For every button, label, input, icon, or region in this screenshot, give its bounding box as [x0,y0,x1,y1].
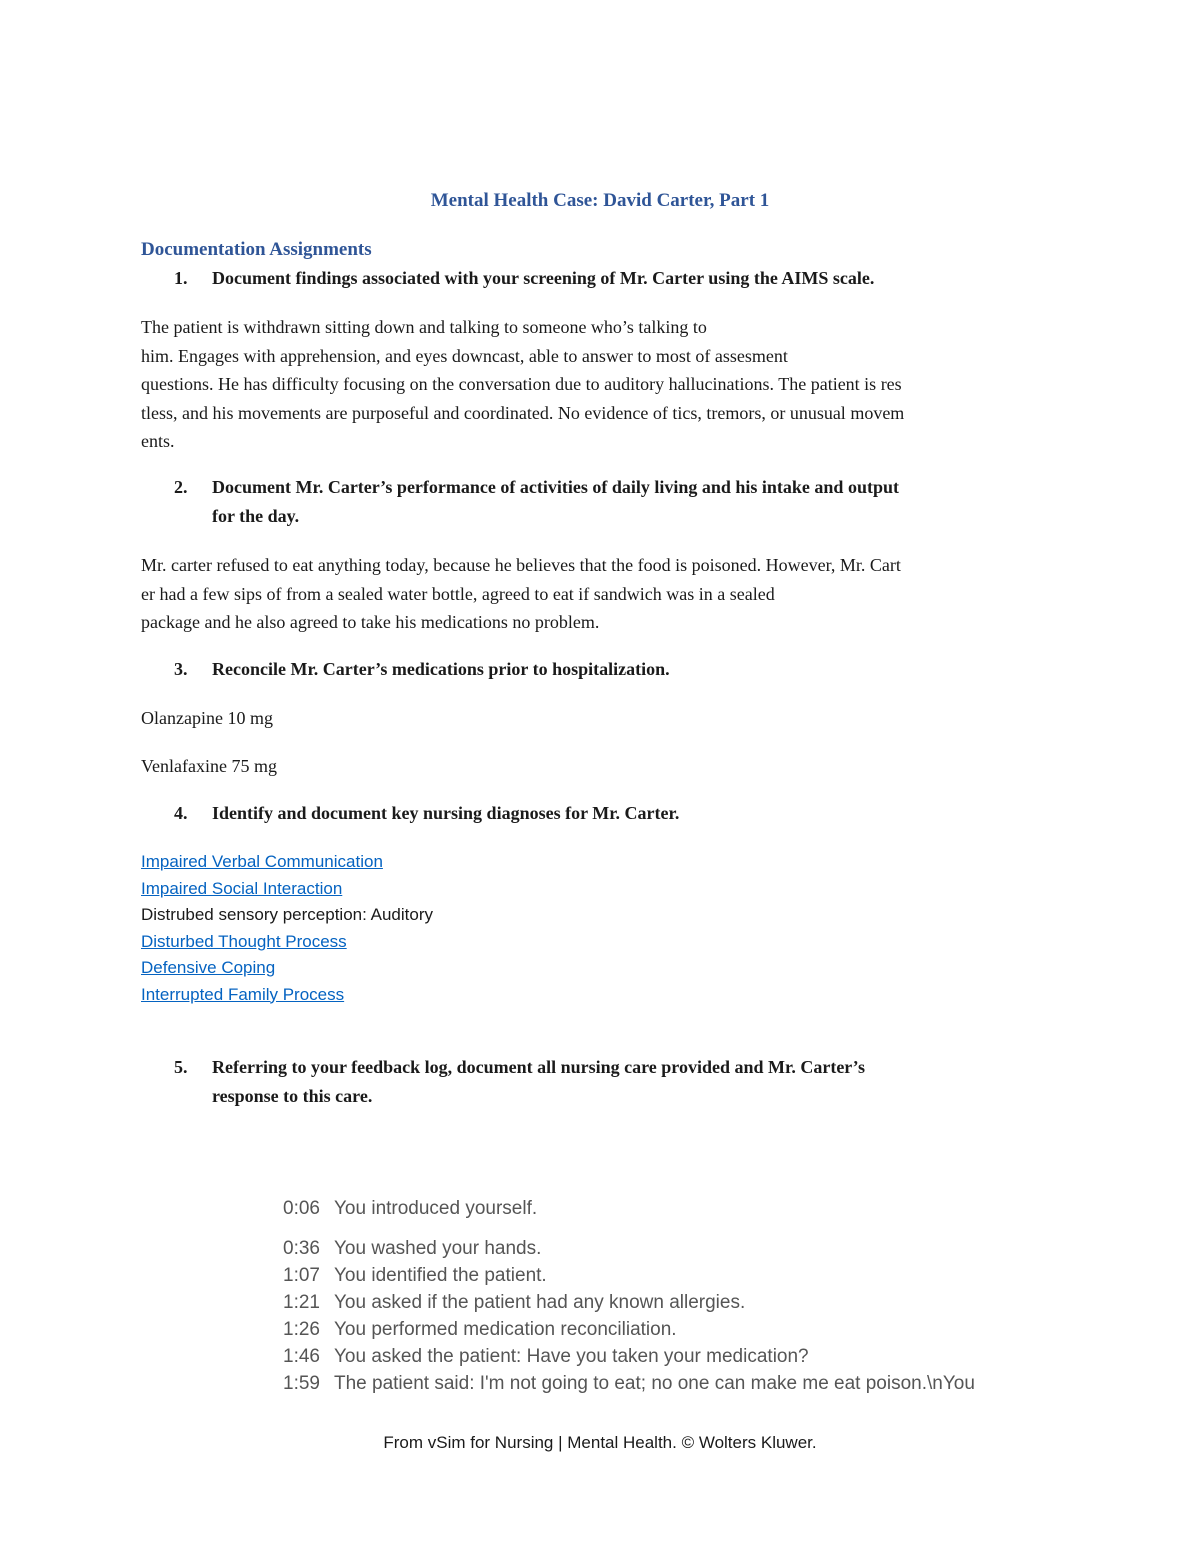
answer-line: questions. He has difficulty focusing on the conversation due to auditory hallucinations. The patient is res [141,374,902,394]
diagnosis-link[interactable]: Impaired Social Interaction [141,878,343,898]
log-text: You asked if the patient had any known allergies. [334,1292,746,1313]
log-text: You washed your hands. [334,1238,542,1259]
section-heading: Documentation Assignments [141,239,372,260]
log-entry [280,1289,975,1316]
answer-line: tless, and his movements are purposeful and coordinated. No evidence of tics, tremors, or unusual movem [141,402,905,423]
page-footer: From vSim for Nursing | Mental Health. © Wolters Kluwer. [383,1433,817,1452]
diagnosis-text: Distrubed sensory perception: Auditory [141,905,433,924]
question-text: Document findings associated with your screening of Mr. Carter using the AIMS scale. [212,268,875,288]
feedback-log [280,1195,975,1397]
answer-line: him. Engages with apprehension, and eyes downcast, able to answer to most of assesment [141,345,788,366]
log-text: The patient said: I'm not going to eat; no one can make me eat poison.\nYou [334,1373,975,1394]
log-time: 0:06 [283,1198,320,1219]
log-text: You performed medication reconciliation. [334,1319,677,1340]
medication-item: Venlafaxine 75 mg [141,756,277,776]
log-entry [280,1343,975,1370]
question-text: Identify and document key nursing diagnoses for Mr. Carter. [212,803,680,823]
answer-line: er had a few sips of from a sealed water bottle, agreed to eat if sandwich was in a sealed [141,583,775,604]
document-title: Mental Health Case: David Carter, Part 1 [430,190,770,211]
log-text: You introduced yourself. [334,1198,538,1219]
question-text: Document Mr. Carter’s performance of activities of daily living and his intake and output [212,477,899,497]
question-number: 1. [174,268,188,288]
question-text: for the day. [212,506,300,526]
log-text: You identified the patient. [334,1265,547,1286]
medication-item: Olanzapine 10 mg [141,708,273,728]
diagnosis-link[interactable]: Disturbed Thought Process [141,931,347,951]
diagnosis-link[interactable]: Defensive Coping [141,958,276,977]
question-number: 5. [174,1057,188,1077]
question-number: 4. [174,803,188,823]
question-text: Referring to your feedback log, document all nursing care provided and Mr. Carter’s [212,1057,865,1077]
log-time: 1:21 [283,1292,320,1313]
log-time: 1:07 [283,1265,320,1286]
log-entry [280,1262,975,1289]
diagnosis-link[interactable]: Interrupted Family Process [141,984,345,1004]
log-entry [280,1316,975,1343]
log-time: 0:36 [283,1238,320,1259]
diagnosis-link[interactable]: Impaired Verbal Communication [141,852,383,871]
log-entry [280,1195,975,1222]
answer-line: The patient is withdrawn sitting down and talking to someone who’s talking to [141,317,707,337]
log-entry [280,1235,975,1262]
log-time: 1:59 [283,1373,320,1394]
answer-paragraph [141,551,901,637]
diagnosis-list [141,849,433,1008]
question-text: response to this care. [212,1086,373,1106]
answer-line: package and he also agreed to take his medications no problem. [141,612,600,632]
question-number: 3. [174,659,188,679]
log-time: 1:46 [283,1346,320,1367]
answer-paragraph [141,313,904,456]
question-text: Reconcile Mr. Carter’s medications prior to hospitalization. [212,659,670,679]
question-number: 2. [174,477,188,497]
log-text: You asked the patient: Have you taken your medication? [334,1346,809,1367]
log-entry [280,1370,975,1397]
log-time: 1:26 [283,1319,320,1340]
answer-line: ents. [141,431,175,451]
answer-line: Mr. carter refused to eat anything today, because he believes that the food is poisoned. However, Mr. Cart [141,555,901,575]
